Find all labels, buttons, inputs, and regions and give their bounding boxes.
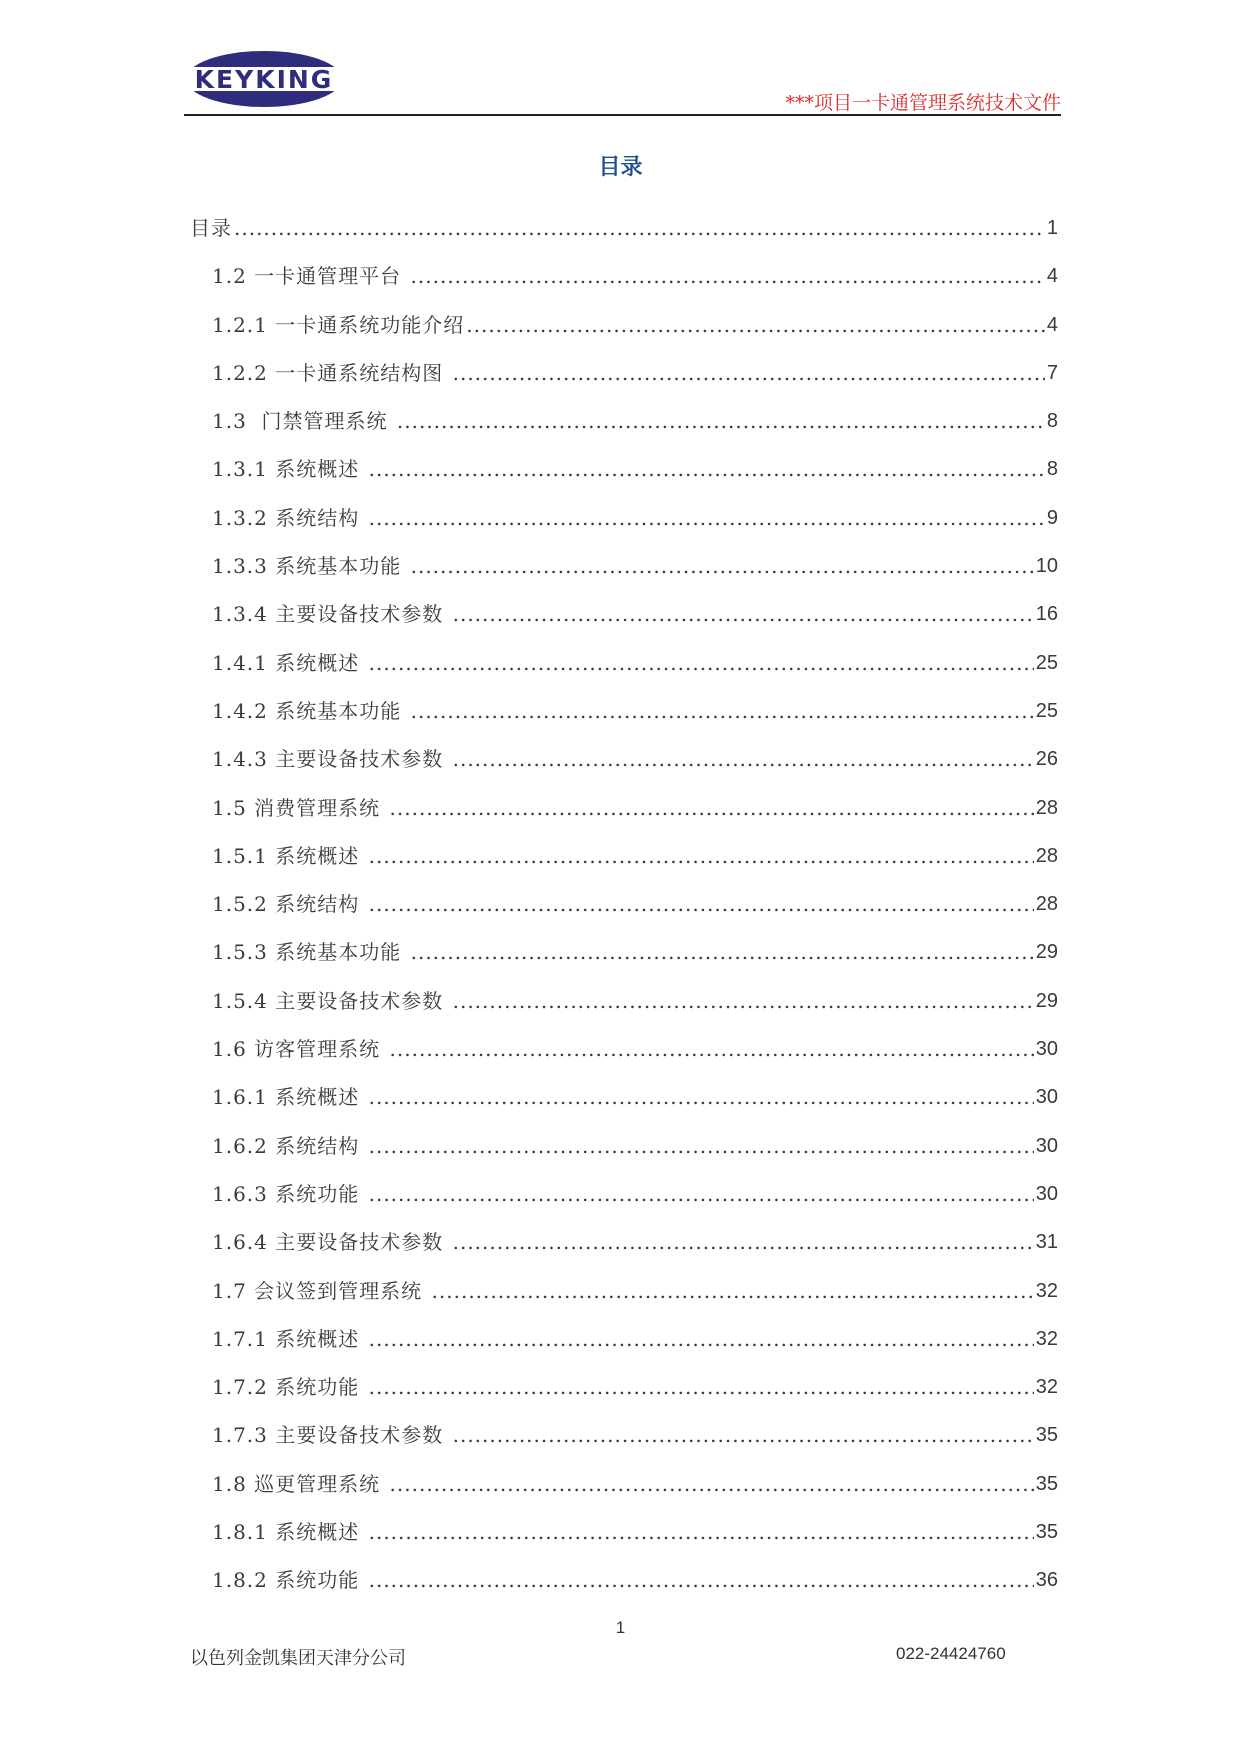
toc-entry-page: 8: [1046, 458, 1058, 481]
toc-entry[interactable]: [190, 505, 1058, 553]
toc-entry-page: 26: [1035, 748, 1058, 771]
toc-entry-page: 35: [1035, 1472, 1058, 1495]
toc-leader-dots: [369, 1519, 1034, 1545]
toc-entry-page: 7: [1046, 361, 1058, 384]
toc-leader-dots: [390, 1471, 1034, 1497]
logo-text: KEYKING: [194, 65, 334, 94]
toc-entry[interactable]: [190, 1133, 1058, 1181]
toc-entry[interactable]: [190, 1229, 1058, 1277]
toc-entry-label: 1.8.1 系统概述: [212, 1520, 367, 1545]
toc-entry[interactable]: [190, 939, 1058, 987]
toc-entry-label: 1.6.1 系统概述: [212, 1085, 367, 1110]
toc-entry-page: 35: [1035, 1521, 1058, 1544]
toc-entry-page: 30: [1035, 1086, 1058, 1109]
footer-company: 以色列金凯集团天津分公司: [190, 1648, 406, 1669]
toc-entry-page: 32: [1035, 1327, 1058, 1350]
toc-entry-label: 1.7 会议签到管理系统: [212, 1278, 430, 1303]
toc-entry-page: 28: [1035, 796, 1058, 819]
toc-entry-page: 4: [1046, 265, 1058, 288]
toc-entry[interactable]: [190, 650, 1058, 698]
toc-entry[interactable]: [190, 1519, 1058, 1567]
toc-entry[interactable]: [190, 601, 1058, 649]
keyking-logo: [184, 50, 344, 108]
toc-leader-dots: [369, 650, 1034, 676]
toc-entry[interactable]: [190, 312, 1058, 360]
toc-entry[interactable]: [190, 408, 1058, 456]
toc-entry[interactable]: [190, 891, 1058, 939]
toc-leader-dots: [369, 1084, 1034, 1110]
toc-entry-page: 31: [1035, 1231, 1058, 1254]
toc-leader-dots: [369, 1326, 1034, 1352]
toc-leader-dots: [234, 215, 1045, 241]
toc-entry[interactable]: [190, 1567, 1058, 1615]
toc-entry-label: 1.4.1 系统概述: [212, 650, 367, 675]
toc-leader-dots: [453, 988, 1034, 1014]
toc-leader-dots: [390, 795, 1034, 821]
toc-entry-label: 1.3.4 主要设备技术参数: [212, 602, 451, 627]
toc-heading: 目录: [598, 155, 643, 180]
toc-entry-label: 1.5.4 主要设备技术参数: [212, 988, 451, 1013]
toc-leader-dots: [411, 553, 1034, 579]
toc-entry[interactable]: [190, 988, 1058, 1036]
toc-entry-page: 35: [1035, 1424, 1058, 1447]
toc-entry[interactable]: [190, 843, 1058, 891]
toc-entry-page: 30: [1035, 1182, 1058, 1205]
toc-entry-page: 29: [1035, 989, 1058, 1012]
toc-leader-dots: [453, 360, 1045, 386]
header-divider: [184, 114, 1061, 116]
toc-entry-page: 10: [1035, 555, 1058, 578]
toc-entry-label: 1.7.2 系统功能: [212, 1375, 367, 1400]
toc-entry[interactable]: [190, 215, 1058, 263]
toc-entry-page: 25: [1035, 651, 1058, 674]
toc-leader-dots: [453, 601, 1034, 627]
toc-entry-page: 4: [1046, 313, 1058, 336]
toc-leader-dots: [369, 1567, 1034, 1593]
toc-entry-label: 1.2.2 一卡通系统结构图: [212, 360, 451, 385]
toc-leader-dots: [369, 505, 1045, 531]
toc-entry-page: 30: [1035, 1038, 1058, 1061]
toc-entry[interactable]: [190, 1181, 1058, 1229]
toc-entry-label: 1.8.2 系统功能: [212, 1568, 367, 1593]
toc-leader-dots: [466, 312, 1045, 338]
toc-entry-page: 28: [1035, 844, 1058, 867]
toc-leader-dots: [397, 408, 1045, 434]
toc-entry-label: 1.3.3 系统基本功能: [212, 554, 409, 579]
toc-leader-dots: [411, 698, 1034, 724]
toc-entry-label: 1.8 巡更管理系统: [212, 1471, 388, 1496]
toc-entry[interactable]: [190, 1278, 1058, 1326]
toc-leader-dots: [411, 263, 1045, 289]
toc-entry-label: 1.5.2 系统结构: [212, 892, 367, 917]
toc-entry-page: 9: [1046, 506, 1058, 529]
toc-entry-label: 1.5.1 系统概述: [212, 843, 367, 868]
toc-entry-label: 1.6 访客管理系统: [212, 1037, 388, 1062]
toc-entry[interactable]: [190, 795, 1058, 843]
toc-leader-dots: [369, 456, 1045, 482]
toc-leader-dots: [453, 746, 1034, 772]
toc-leader-dots: [369, 891, 1034, 917]
toc-leader-dots: [453, 1229, 1034, 1255]
toc-entry-page: 30: [1035, 1134, 1058, 1157]
toc-leader-dots: [369, 843, 1034, 869]
toc-entry-label: 1.2 一卡通管理平台: [212, 264, 409, 289]
toc-entry-label: 1.4.2 系统基本功能: [212, 698, 409, 723]
toc-entry[interactable]: [190, 1471, 1058, 1519]
toc-entry[interactable]: [190, 746, 1058, 794]
toc-entry-label: 1.2.1 一卡通系统功能介绍: [212, 312, 465, 337]
toc-entry[interactable]: [190, 1084, 1058, 1132]
toc-entry[interactable]: [190, 698, 1058, 746]
toc-entry-label: 1.3.2 系统结构: [212, 505, 367, 530]
toc-entry-label: 1.6.3 系统功能: [212, 1181, 367, 1206]
toc-entry-label: 1.5.3 系统基本功能: [212, 940, 409, 965]
toc-leader-dots: [453, 1422, 1034, 1448]
toc-entry[interactable]: [190, 1036, 1058, 1084]
toc-entry[interactable]: [190, 1326, 1058, 1374]
toc-entry[interactable]: [190, 456, 1058, 504]
toc-entry-page: 32: [1035, 1376, 1058, 1399]
toc-entry-page: 25: [1035, 699, 1058, 722]
toc-entry-label: 1.7.3 主要设备技术参数: [212, 1423, 451, 1448]
toc-entry-page: 29: [1035, 941, 1058, 964]
toc-entry-label: 目录: [190, 216, 232, 240]
toc-leader-dots: [390, 1036, 1034, 1062]
toc-entry[interactable]: [190, 1374, 1058, 1422]
toc-entry-page: 8: [1046, 410, 1058, 433]
toc-entry-label: 1.7.1 系统概述: [212, 1326, 367, 1351]
toc-entry[interactable]: [190, 263, 1058, 311]
footer-phone: 022-24424760: [896, 1644, 1006, 1663]
toc-entry-label: 1.5 消费管理系统: [212, 795, 388, 820]
toc-leader-dots: [432, 1278, 1034, 1304]
document-title: ***项目一卡通管理系统技术文件: [785, 92, 1061, 114]
toc-entry-label: 1.6.4 主要设备技术参数: [212, 1230, 451, 1255]
toc-leader-dots: [369, 1133, 1034, 1159]
page-number: 1: [615, 1618, 626, 1637]
toc-leader-dots: [369, 1181, 1034, 1207]
toc-entry[interactable]: [190, 360, 1058, 408]
toc-entry-page: 36: [1035, 1569, 1058, 1592]
toc-entry-label: 1.4.3 主要设备技术参数: [212, 747, 451, 772]
toc-entry-label: 1.3.1 系统概述: [212, 457, 367, 482]
toc-entry-page: 32: [1035, 1279, 1058, 1302]
toc-entry-page: 1: [1046, 217, 1058, 239]
toc-entry[interactable]: [190, 1422, 1058, 1470]
toc-entry-page: 16: [1035, 603, 1058, 626]
toc-entry-page: 28: [1035, 893, 1058, 916]
toc-entry-label: 1.3 门禁管理系统: [212, 409, 395, 434]
toc-entry[interactable]: [190, 553, 1058, 601]
toc-entry-label: 1.6.2 系统结构: [212, 1133, 367, 1158]
toc-leader-dots: [369, 1374, 1034, 1400]
toc-leader-dots: [411, 939, 1034, 965]
table-of-contents: [190, 215, 1058, 1616]
